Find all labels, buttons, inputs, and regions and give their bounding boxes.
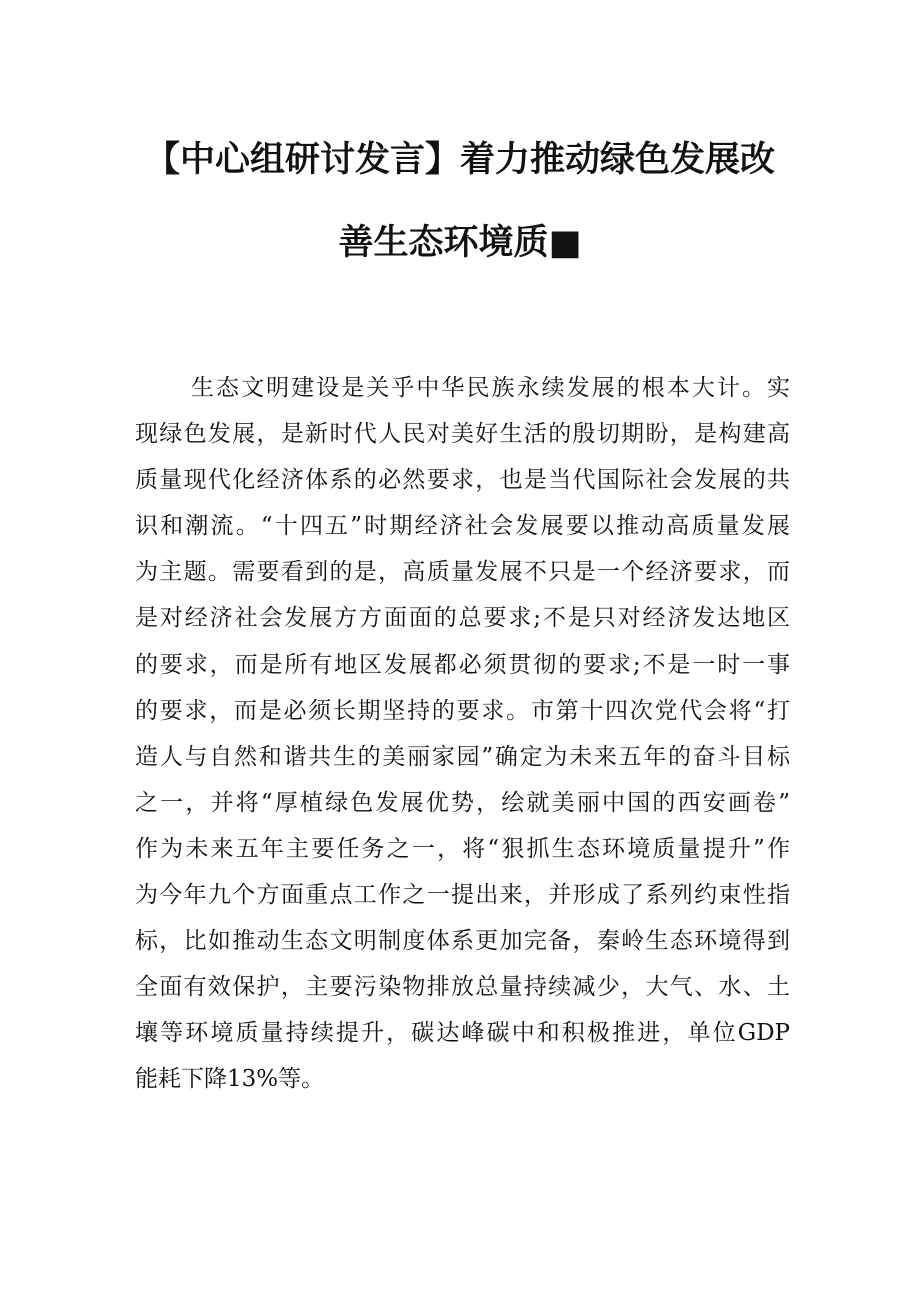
paragraph-line: 造人与自然和谐共生的美丽家园”确定为未来五年的奋斗目标	[135, 743, 790, 770]
body-paragraph	[135, 368, 790, 1106]
paragraph-line: 质量现代化经济体系的必然要求，也是当代国际社会发展的共	[135, 467, 790, 494]
paragraph-line: 为今年九个方面重点工作之一提出来，并形成了系列约束性指	[135, 882, 790, 909]
paragraph-line: 壤等环境质量持续提升，碳达峰碳中和积极推进，单位GDP	[135, 1020, 790, 1047]
paragraph-line: 标，比如推动生态文明制度体系更加完备，秦岭生态环境得到	[135, 928, 790, 955]
paragraph-line: 是对经济社会发展方方面面的总要求;不是只对经济发达地区	[135, 605, 790, 632]
paragraph-line: 的要求，而是所有地区发展都必须贯彻的要求;不是一时一事	[135, 651, 790, 678]
paragraph-line: 全面有效保护，主要污染物排放总量持续减少，大气、水、土	[135, 974, 790, 1001]
document-title	[0, 140, 920, 263]
paragraph-line: 现绿色发展，是新时代人民对美好生活的殷切期盼，是构建高	[135, 421, 790, 448]
paragraph-line: 识和潮流。“十四五”时期经济社会发展要以推动高质量发展	[135, 513, 790, 540]
paragraph-line: 的要求，而是必须长期坚持的要求。市第十四次党代会将“打	[135, 697, 790, 724]
paragraph-line: 能耗下降13%等。	[135, 1066, 325, 1093]
title-line-2: 善生态环境质■	[338, 223, 582, 263]
paragraph-line: 生态文明建设是关乎中华民族永续发展的根本大计。实	[191, 375, 790, 401]
paragraph-line: 为主题。需要看到的是，高质量发展不只是一个经济要求，而	[135, 559, 790, 586]
title-line-1: 【中心组研讨发言】着力推动绿色发展改	[144, 140, 775, 180]
paragraph-line: 之一，并将“厚植绿色发展优势，绘就美丽中国的西安画卷”	[135, 789, 790, 816]
paragraph-line: 作为未来五年主要任务之一，将“狠抓生态环境质量提升”作	[135, 835, 790, 862]
